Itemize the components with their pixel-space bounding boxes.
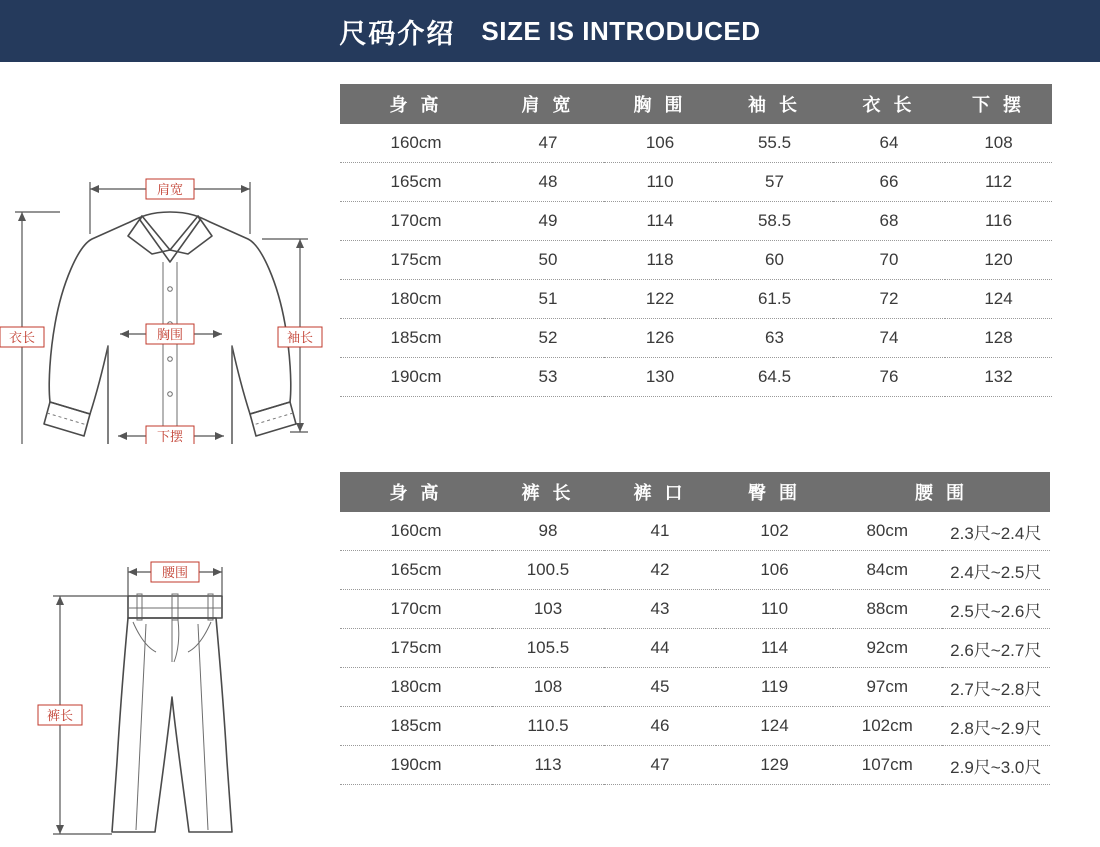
cell-hip: 129 <box>716 746 833 785</box>
cell-chest: 130 <box>604 358 716 397</box>
length-label: 衣长 <box>8 330 36 345</box>
cell-chest: 118 <box>604 241 716 280</box>
shirt-size-table <box>340 84 1052 397</box>
cell-shoulder: 49 <box>492 202 604 241</box>
cell-length: 74 <box>833 319 945 358</box>
cell-height: 190cm <box>340 358 492 397</box>
cell-sleeve: 57 <box>716 163 833 202</box>
cell-waist-cm: 80cm <box>833 512 942 551</box>
trousers-table-body <box>340 512 1050 785</box>
table-row <box>340 590 1050 629</box>
cell-height: 190cm <box>340 746 492 785</box>
cell-shoulder: 50 <box>492 241 604 280</box>
table-row <box>340 241 1052 280</box>
cell-chest: 106 <box>604 124 716 163</box>
cell-pants-opening: 43 <box>604 590 716 629</box>
cell-hem: 108 <box>945 124 1052 163</box>
cell-pants-opening: 41 <box>604 512 716 551</box>
cell-pants-length: 113 <box>492 746 604 785</box>
chest-label: 胸围 <box>156 327 184 342</box>
table-row <box>340 551 1050 590</box>
pants-length-label: 裤长 <box>46 708 74 723</box>
col-header-waist: 腰 围 <box>833 472 1050 512</box>
trousers-diagram-svg <box>0 472 340 842</box>
cell-height: 185cm <box>340 707 492 746</box>
table-row <box>340 358 1052 397</box>
cell-shoulder: 53 <box>492 358 604 397</box>
trousers-table-head <box>340 472 1050 512</box>
table-row <box>340 202 1052 241</box>
cell-sleeve: 61.5 <box>716 280 833 319</box>
cell-waist-chi: 2.8尺~2.9尺 <box>942 707 1051 746</box>
cell-height: 175cm <box>340 629 492 668</box>
cell-pants-length: 110.5 <box>492 707 604 746</box>
cell-hip: 114 <box>716 629 833 668</box>
table-row <box>340 319 1052 358</box>
cell-length: 76 <box>833 358 945 397</box>
cell-shoulder: 48 <box>492 163 604 202</box>
table-row <box>340 707 1050 746</box>
cell-pants-length: 105.5 <box>492 629 604 668</box>
table-row <box>340 163 1052 202</box>
table-row <box>340 668 1050 707</box>
shirt-table-body <box>340 124 1052 397</box>
col-header-sleeve: 袖 长 <box>716 84 833 124</box>
col-header-length: 衣 长 <box>833 84 945 124</box>
cell-height: 180cm <box>340 280 492 319</box>
cell-height: 170cm <box>340 202 492 241</box>
cell-length: 64 <box>833 124 945 163</box>
col-header-chest: 胸 围 <box>604 84 716 124</box>
cell-waist-cm: 97cm <box>833 668 942 707</box>
trousers-section <box>0 472 1050 847</box>
cell-height: 180cm <box>340 668 492 707</box>
col-header-hem: 下 摆 <box>945 84 1052 124</box>
shoulder-label: 肩宽 <box>156 182 184 197</box>
cell-hem: 128 <box>945 319 1052 358</box>
cell-sleeve: 58.5 <box>716 202 833 241</box>
table-row <box>340 280 1052 319</box>
cell-waist-cm: 102cm <box>833 707 942 746</box>
cell-shoulder: 51 <box>492 280 604 319</box>
table-row <box>340 124 1052 163</box>
table-row <box>340 629 1050 668</box>
col-header-shoulder: 肩 宽 <box>492 84 604 124</box>
cell-height: 160cm <box>340 124 492 163</box>
cell-sleeve: 55.5 <box>716 124 833 163</box>
cell-hip: 106 <box>716 551 833 590</box>
cell-hem: 120 <box>945 241 1052 280</box>
cell-pants-opening: 42 <box>604 551 716 590</box>
cell-pants-length: 103 <box>492 590 604 629</box>
cell-chest: 122 <box>604 280 716 319</box>
cell-pants-length: 98 <box>492 512 604 551</box>
cell-waist-cm: 84cm <box>833 551 942 590</box>
cell-hip: 110 <box>716 590 833 629</box>
trousers-table-wrap <box>340 472 1050 847</box>
page-title-cn: 尺码介绍 <box>339 18 456 49</box>
cell-pants-opening: 44 <box>604 629 716 668</box>
trousers-figure <box>0 472 340 847</box>
cell-height: 165cm <box>340 551 492 590</box>
cell-sleeve: 60 <box>716 241 833 280</box>
cell-hip: 102 <box>716 512 833 551</box>
cell-hem: 116 <box>945 202 1052 241</box>
cell-waist-chi: 2.3尺~2.4尺 <box>942 512 1051 551</box>
size-chart-content <box>0 62 1100 837</box>
waist-label: 腰围 <box>161 565 189 580</box>
col-header-hip: 臀 围 <box>716 472 833 512</box>
page-title-en: SIZE IS INTRODUCED <box>481 15 761 46</box>
cell-height: 175cm <box>340 241 492 280</box>
cell-height: 165cm <box>340 163 492 202</box>
shirt-figure <box>0 84 340 449</box>
cell-waist-chi: 2.9尺~3.0尺 <box>942 746 1051 785</box>
cell-waist-chi: 2.7尺~2.8尺 <box>942 668 1051 707</box>
trousers-size-table <box>340 472 1050 785</box>
cell-length: 70 <box>833 241 945 280</box>
cell-hip: 124 <box>716 707 833 746</box>
cell-hem: 124 <box>945 280 1052 319</box>
cell-hem: 132 <box>945 358 1052 397</box>
cell-waist-chi: 2.4尺~2.5尺 <box>942 551 1051 590</box>
hem-label: 下摆 <box>156 429 184 444</box>
cell-hip: 119 <box>716 668 833 707</box>
shirt-table-wrap <box>340 84 1050 449</box>
cell-pants-opening: 46 <box>604 707 716 746</box>
shirt-table-head <box>340 84 1052 124</box>
cell-pants-length: 100.5 <box>492 551 604 590</box>
col-header-pants-length: 裤 长 <box>492 472 604 512</box>
cell-hem: 112 <box>945 163 1052 202</box>
cell-pants-opening: 47 <box>604 746 716 785</box>
cell-sleeve: 63 <box>716 319 833 358</box>
cell-waist-chi: 2.5尺~2.6尺 <box>942 590 1051 629</box>
cell-shoulder: 47 <box>492 124 604 163</box>
cell-waist-cm: 107cm <box>833 746 942 785</box>
cell-chest: 110 <box>604 163 716 202</box>
page-header <box>0 0 1100 62</box>
cell-waist-chi: 2.6尺~2.7尺 <box>942 629 1051 668</box>
cell-waist-cm: 88cm <box>833 590 942 629</box>
table-header-row <box>340 84 1052 124</box>
table-row <box>340 512 1050 551</box>
shirt-section <box>0 84 1050 449</box>
cell-height: 170cm <box>340 590 492 629</box>
cell-length: 68 <box>833 202 945 241</box>
col-header-height: 身 高 <box>340 84 492 124</box>
cell-height: 185cm <box>340 319 492 358</box>
cell-chest: 114 <box>604 202 716 241</box>
table-row <box>340 746 1050 785</box>
col-header-pants-opening: 裤 口 <box>604 472 716 512</box>
cell-shoulder: 52 <box>492 319 604 358</box>
cell-height: 160cm <box>340 512 492 551</box>
cell-waist-cm: 92cm <box>833 629 942 668</box>
col-header-height: 身 高 <box>340 472 492 512</box>
table-header-row <box>340 472 1050 512</box>
cell-chest: 126 <box>604 319 716 358</box>
shirt-diagram-svg <box>0 84 340 444</box>
cell-sleeve: 64.5 <box>716 358 833 397</box>
cell-pants-length: 108 <box>492 668 604 707</box>
sleeve-label: 袖长 <box>286 330 314 345</box>
cell-length: 72 <box>833 280 945 319</box>
cell-pants-opening: 45 <box>604 668 716 707</box>
cell-length: 66 <box>833 163 945 202</box>
